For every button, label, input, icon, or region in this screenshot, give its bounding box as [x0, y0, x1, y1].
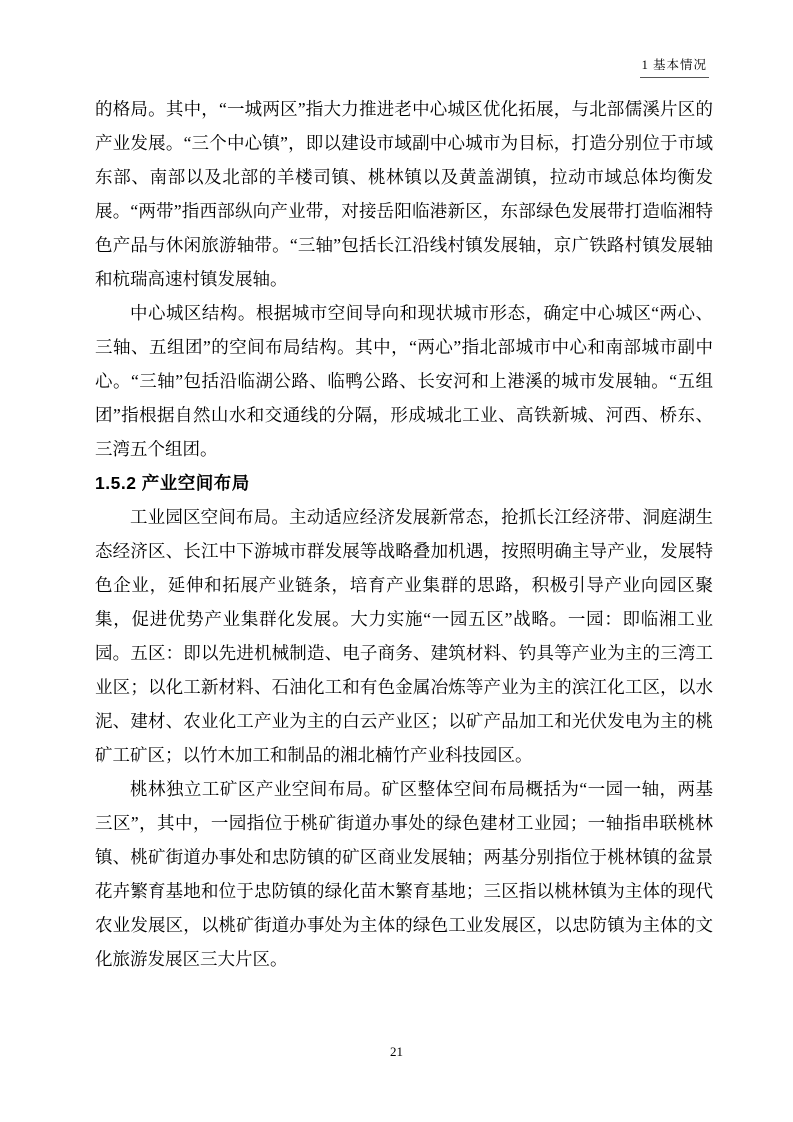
- section-heading-1-5-2: 1.5.2 产业空间布局: [95, 473, 250, 493]
- body-paragraph-industrial-park-layout: 工业园区空间布局。主动适应经济发展新常态，抢抓长江经济带、洞庭湖生态经济区、长江中下游城市群发展等战略叠加机遇，按照明确主导产业，发展特色企业，延伸和拓展产业链条，培育产业集群的思路，积极引导产业向园区聚集，促进优势产业集群化发展。大力实施“一园五区”战略。一园：即临湘工业园。五区：即以先进机械制造、电子商务、建筑材料、钓具等产业为主的三湾工业区；以化工新材料、石油化工和有色金属冶炼等产业为主的滨江化工区，以水泥、建材、农业化工产业为主的白云产业区；以矿产品加工和光伏发电为主的桃矿工矿区；以竹木加工和制品的湘北楠竹产业科技园区。: [95, 507, 713, 765]
- body-paragraph-continuation: 的格局。其中，“一城两区”指大力推进老中心城区优化拓展，与北部儒溪片区的产业发展。“三个中心镇”，即以建设市域副中心城市为目标，打造分别位于市域东部、南部以及北部的羊楼司镇、桃林镇以及黄盖湖镇，拉动市域总体均衡发展。“两带”指西部纵向产业带，对接岳阳临港新区，东部绿色发展带打造临湘特色产品与休闲旅游轴带。“三轴”包括长江沿线村镇发展轴，京广铁路村镇发展轴和杭瑞高速村镇发展轴。: [95, 99, 713, 289]
- document-body: [95, 92, 713, 976]
- body-paragraph-taolin-mining-area-layout: 桃林独立工矿区产业空间布局。矿区整体空间布局概括为“一园一轴，两基三区”，其中，一园指位于桃矿街道办事处的绿色建材工业园；一轴指串联桃林镇、桃矿街道办事处和忠防镇的矿区商业发展轴；两基分别指位于桃林镇的盆景花卉繁育基地和位于忠防镇的绿化苗木繁育基地；三区指以桃林镇为主体的现代农业发展区，以桃矿街道办事处为主体的绿色工业发展区，以忠防镇为主体的文化旅游发展区三大片区。: [95, 779, 713, 969]
- page-number: 21: [390, 1044, 403, 1059]
- page-header-section-label: 1 基本情况: [640, 55, 709, 78]
- body-paragraph-central-city-structure: 中心城区结构。根据城市空间导向和现状城市形态，确定中心城区“两心、三轴、五组团”的空间布局结构。其中，“两心”指北部城市中心和南部城市副中心。“三轴”包括沿临湖公路、临鸭公路、长安河和上港溪的城市发展轴。“五组团”指根据自然山水和交通线的分隔，形成城北工业、高铁新城、河西、桥东、三湾五个组团。: [95, 303, 713, 459]
